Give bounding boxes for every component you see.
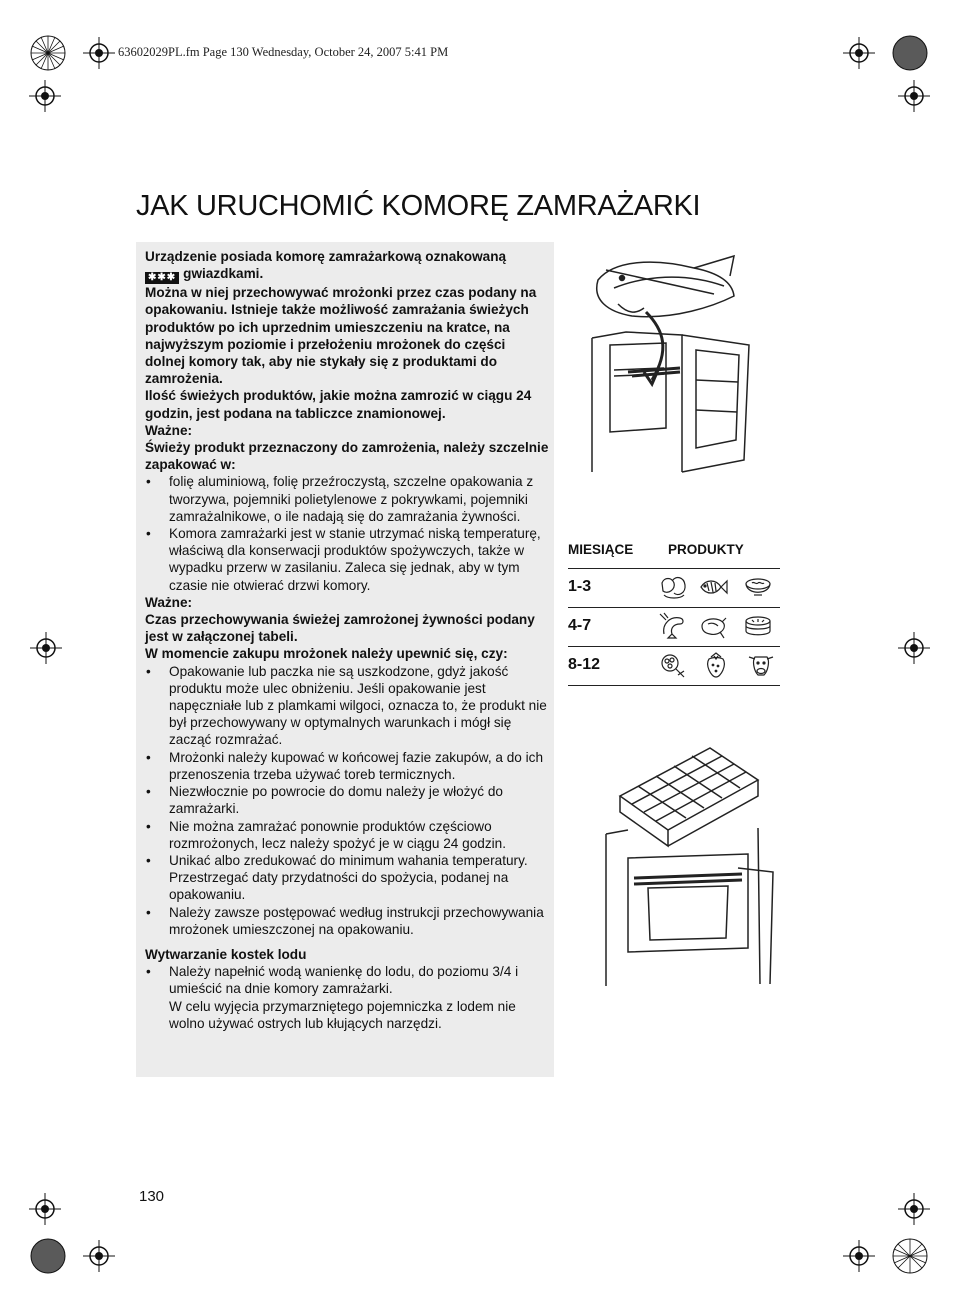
list-item — [145, 963, 549, 1032]
crosshair-icon — [29, 1193, 61, 1225]
months-value: 8-12 — [568, 656, 601, 673]
table-row — [568, 568, 780, 607]
note-text: Czas przechowywania świeżej zamrożonej żywności podany jest w załączonej tabeli. — [145, 612, 535, 645]
list-item: • Unikać albo zredukować do minimum wahania temperatury. Przestrzegać daty przydatności do spożycia, podanej na opakowaniu. — [145, 852, 549, 904]
months-column-header: MIESIĄCE — [568, 542, 634, 557]
registration-mark-icon — [28, 33, 68, 73]
intro-line-1: Urządzenie posiada komorę zamrażarkową oznakowaną — [145, 249, 507, 264]
list-item: • folię aluminiową, folię przeźroczystą, szczelne opakowania z tworzywa, pojemniki polietylenowe z pokrywkami, pojemniki zamrażalnikowe, o ile nadają się do zamrażania żywności. — [145, 473, 549, 525]
crosshair-icon — [29, 80, 61, 112]
intro-normal-text: Istnieje także możliwość zamrażania świeżych produktów po ich uprzednim umieszczeniu na kratce, na najwyższym poziomie i przełożeniu mrożonek do części dolnej komory tak, aby nie stykały się z produktami do zamrożenia. — [145, 302, 529, 387]
cow-icon — [746, 651, 776, 679]
note-text: Świeży produkt przeznaczony do zamrożenia, należy szczelnie zapakować w: — [145, 440, 549, 473]
ice-list — [145, 963, 549, 1032]
freezer-stars-icon: ✱✱✱ — [145, 272, 179, 284]
fish-icon — [698, 573, 728, 601]
soup-bowl-icon — [743, 573, 773, 601]
list-item: • Należy zawsze postępować według instrukcji przechowywania mrożonek umieszczonej na opakowaniu. — [145, 904, 549, 938]
table-header — [568, 542, 780, 568]
list-item: • Nie można zamrażać ponownie produktów częściowo rozmrożonych, lecz należy spożyć je w ciągu 24 godzin. — [145, 818, 549, 852]
vegetables-icon — [658, 651, 688, 679]
crosshair-icon — [30, 632, 62, 664]
intro-line-2: gwiazdkami. — [183, 266, 264, 282]
months-value: 1-3 — [568, 578, 592, 595]
freezer-fish-illustration — [584, 250, 774, 480]
crosshair-icon — [898, 632, 930, 664]
ice-heading: Wytwarzanie kostek lodu — [145, 946, 307, 962]
crosshair-icon — [898, 1193, 930, 1225]
registration-mark-icon — [890, 1236, 930, 1276]
note-label: Ważne: — [145, 422, 193, 438]
crosshair-icon — [843, 1240, 875, 1272]
ice-tray-illustration — [598, 738, 778, 998]
note-label: Ważne: — [145, 594, 193, 610]
intro-bold-text: Można w niej przechowywać mrożonki przez czas podany na opakowaniu. — [145, 285, 537, 318]
ice-item-2: W celu wyjęcia przymarzniętego pojemniczka z lodem nie wolno używać ostrych lub kłujących narzędzi. — [169, 998, 516, 1031]
products-column-header: PRODUKTY — [668, 542, 744, 557]
storage-table — [568, 542, 780, 686]
sausages-icon — [658, 573, 688, 601]
crosshair-icon — [83, 37, 115, 69]
list-item: • Niezwłocznie po powrocie do domu należy je włożyć do zamrażarki. — [145, 783, 549, 817]
page-number: 130 — [139, 1188, 165, 1205]
months-value: 4-7 — [568, 617, 592, 634]
list-item: • Opakowanie lub paczka nie są uszkodzone, gdyż jakość produktu może ulec obniżeniu. Jeśli opakowanie jest napęczniałe lub z plamkami wilgoci, oznacza to, że produkt nie był przechowywany w optymalnych warunkach i mógł się zacząć rozmrażać. — [145, 663, 549, 749]
ice-item-1: Należy napełnić wodą wanienkę do lodu, do poziomu 3/4 i umieścić na dnie komory zamrażarki. — [169, 964, 519, 997]
crosshair-icon — [843, 37, 875, 69]
poultry-icon — [698, 612, 728, 640]
gray-circle-mark-icon — [28, 1236, 68, 1276]
intro-paragraph — [145, 248, 549, 387]
page-title: JAK URUCHOMIĆ KOMORĘ ZAMRAŻARKI — [136, 190, 701, 222]
file-info-header: 63602029PL.fm Page 130 Wednesday, October 24, 2007 5:41 PM — [118, 45, 449, 59]
crosshair-icon — [83, 1240, 115, 1272]
gray-circle-mark-icon — [890, 33, 930, 73]
crosshair-icon — [898, 80, 930, 112]
purchase-heading: W momencie zakupu mrożonek należy upewnić się, czy: — [145, 646, 508, 662]
list-item: • Komora zamrażarki jest w stanie utrzymać niską temperaturę, właściwą dla konserwacji produktów spożywczych, także w wypadku przerw w zasilaniu. Zaleca się jednak, aby w tym czasie nie otwierać drzwi komory. — [145, 525, 549, 594]
cake-icon — [743, 612, 773, 640]
table-row — [568, 607, 780, 646]
purchase-list — [145, 663, 549, 938]
list-item: • Mrożonki należy kupować w końcowej fazie zakupów, a do ich przenoszenia trzeba używać toreb termicznych. — [145, 749, 549, 783]
instructions-text — [145, 248, 549, 1032]
strawberry-icon — [701, 651, 731, 679]
packaging-list — [145, 473, 549, 593]
table-row — [568, 646, 780, 686]
shrimp-icon — [658, 612, 688, 640]
capacity-text: Ilość świeżych produktów, jakie można zamrozić w ciągu 24 godzin, jest podana na tabliczce znamionowej. — [145, 388, 532, 421]
